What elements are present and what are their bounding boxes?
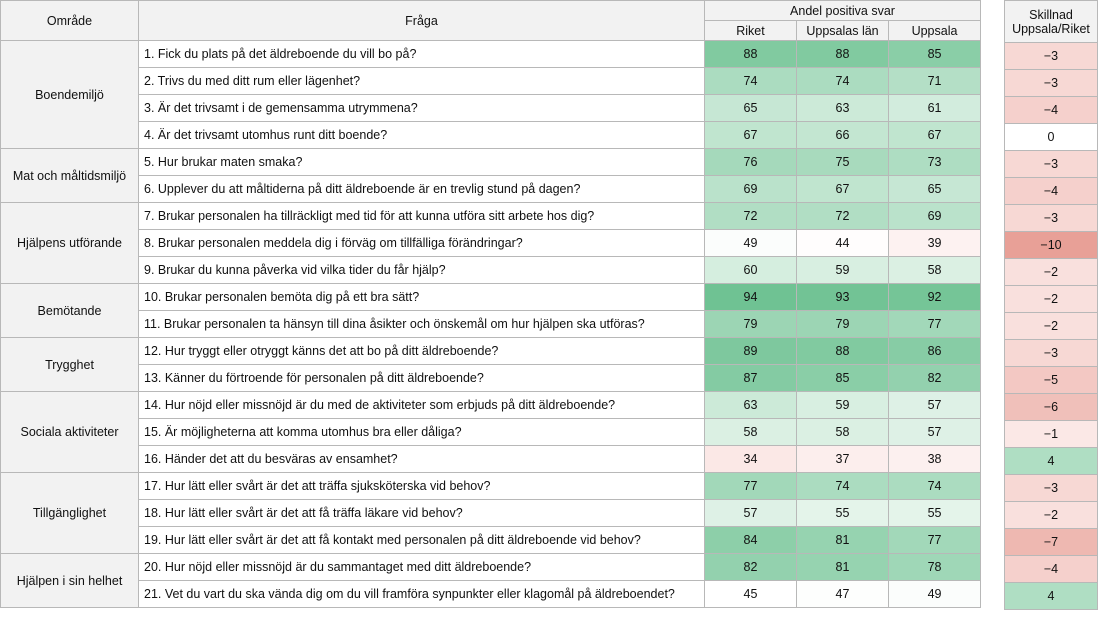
uppsala-lan-value: 88 xyxy=(797,338,889,365)
difference-row xyxy=(1005,502,1098,529)
table-row xyxy=(1,41,981,68)
uppsala-lan-value: 85 xyxy=(797,365,889,392)
table-row xyxy=(1,581,981,608)
table-row xyxy=(1,338,981,365)
difference-row xyxy=(1005,394,1098,421)
riket-value: 77 xyxy=(705,473,797,500)
riket-value: 74 xyxy=(705,68,797,95)
area-cell: Trygghet xyxy=(1,338,139,392)
uppsala-value: 57 xyxy=(889,392,981,419)
difference-value: 0 xyxy=(1005,124,1098,151)
uppsala-lan-value: 47 xyxy=(797,581,889,608)
riket-value: 94 xyxy=(705,284,797,311)
uppsala-value: 77 xyxy=(889,527,981,554)
uppsala-lan-value: 74 xyxy=(797,473,889,500)
table-row xyxy=(1,554,981,581)
uppsala-value: 77 xyxy=(889,311,981,338)
uppsala-value: 74 xyxy=(889,473,981,500)
uppsala-lan-value: 72 xyxy=(797,203,889,230)
uppsala-lan-value: 67 xyxy=(797,176,889,203)
difference-value: −2 xyxy=(1005,259,1098,286)
uppsala-value: 61 xyxy=(889,95,981,122)
area-cell: Bemötande xyxy=(1,284,139,338)
difference-row xyxy=(1005,529,1098,556)
difference-value: −3 xyxy=(1005,340,1098,367)
riket-value: 88 xyxy=(705,41,797,68)
uppsala-value: 85 xyxy=(889,41,981,68)
difference-value: −10 xyxy=(1005,232,1098,259)
difference-row xyxy=(1005,259,1098,286)
table-row xyxy=(1,230,981,257)
question-cell: 10. Brukar personalen bemöta dig på ett bra sätt? xyxy=(139,284,705,311)
question-cell: 8. Brukar personalen meddela dig i förväg om tillfälliga förändringar? xyxy=(139,230,705,257)
riket-value: 45 xyxy=(705,581,797,608)
uppsala-value: 92 xyxy=(889,284,981,311)
uppsala-lan-value: 75 xyxy=(797,149,889,176)
riket-value: 84 xyxy=(705,527,797,554)
uppsala-value: 39 xyxy=(889,230,981,257)
riket-value: 89 xyxy=(705,338,797,365)
area-cell: Hjälpens utförande xyxy=(1,203,139,284)
difference-value: −2 xyxy=(1005,313,1098,340)
question-cell: 16. Händer det att du besväras av ensamhet? xyxy=(139,446,705,473)
uppsala-value: 82 xyxy=(889,365,981,392)
uppsala-value: 67 xyxy=(889,122,981,149)
question-cell: 7. Brukar personalen ha tillräckligt med tid för att kunna utföra sitt arbete hos dig? xyxy=(139,203,705,230)
table-row xyxy=(1,419,981,446)
riket-value: 69 xyxy=(705,176,797,203)
difference-row xyxy=(1005,70,1098,97)
uppsala-value: 57 xyxy=(889,419,981,446)
area-cell: Hjälpen i sin helhet xyxy=(1,554,139,608)
difference-value: −3 xyxy=(1005,205,1098,232)
table-row xyxy=(1,473,981,500)
difference-value: −5 xyxy=(1005,367,1098,394)
difference-row xyxy=(1005,124,1098,151)
table-row xyxy=(1,446,981,473)
riket-value: 57 xyxy=(705,500,797,527)
question-header: Fråga xyxy=(139,1,705,41)
table-row xyxy=(1,95,981,122)
table-row xyxy=(1,149,981,176)
difference-value: −3 xyxy=(1005,70,1098,97)
difference-value: −2 xyxy=(1005,286,1098,313)
uppsala-value: 73 xyxy=(889,149,981,176)
difference-table xyxy=(1004,0,1098,610)
uppsala-lan-value: 37 xyxy=(797,446,889,473)
uppsala-value: 86 xyxy=(889,338,981,365)
question-cell: 17. Hur lätt eller svårt är det att träffa sjuksköterska vid behov? xyxy=(139,473,705,500)
difference-row xyxy=(1005,367,1098,394)
difference-value: −2 xyxy=(1005,502,1098,529)
difference-row xyxy=(1005,583,1098,610)
question-cell: 11. Brukar personalen ta hänsyn till dina åsikter och önskemål om hur hjälpen ska utföras? xyxy=(139,311,705,338)
difference-row xyxy=(1005,43,1098,70)
difference-row xyxy=(1005,232,1098,259)
table-row xyxy=(1,257,981,284)
riket-value: 65 xyxy=(705,95,797,122)
difference-header-line1: Skillnad xyxy=(1029,7,1073,22)
difference-row xyxy=(1005,97,1098,124)
question-cell: 9. Brukar du kunna påverka vid vilka tider du får hjälp? xyxy=(139,257,705,284)
question-cell: 19. Hur lätt eller svårt är det att få kontakt med personalen på ditt äldreboende vid behov? xyxy=(139,527,705,554)
difference-value: −4 xyxy=(1005,97,1098,124)
riket-value: 58 xyxy=(705,419,797,446)
area-cell: Mat och måltidsmiljö xyxy=(1,149,139,203)
uppsala-value: 58 xyxy=(889,257,981,284)
uppsala-lan-header: Uppsalas län xyxy=(797,21,889,41)
table-row xyxy=(1,176,981,203)
difference-value: −3 xyxy=(1005,151,1098,178)
uppsala-value: 69 xyxy=(889,203,981,230)
difference-value: −6 xyxy=(1005,394,1098,421)
uppsala-lan-value: 81 xyxy=(797,527,889,554)
question-cell: 6. Upplever du att måltiderna på ditt äldreboende är en trevlig stund på dagen? xyxy=(139,176,705,203)
riket-header: Riket xyxy=(705,21,797,41)
area-cell: Boendemiljö xyxy=(1,41,139,149)
uppsala-value: 38 xyxy=(889,446,981,473)
table-row xyxy=(1,392,981,419)
difference-row xyxy=(1005,205,1098,232)
difference-row xyxy=(1005,421,1098,448)
table-row xyxy=(1,68,981,95)
table-row xyxy=(1,122,981,149)
difference-header xyxy=(1005,1,1098,43)
area-cell: Tillgänglighet xyxy=(1,473,139,554)
table-row xyxy=(1,527,981,554)
riket-value: 76 xyxy=(705,149,797,176)
difference-row xyxy=(1005,556,1098,583)
question-cell: 3. Är det trivsamt i de gemensamma utrymmena? xyxy=(139,95,705,122)
difference-row xyxy=(1005,151,1098,178)
question-cell: 20. Hur nöjd eller missnöjd är du sammantaget med ditt äldreboende? xyxy=(139,554,705,581)
question-cell: 13. Känner du förtroende för personalen på ditt äldreboende? xyxy=(139,365,705,392)
uppsala-lan-value: 88 xyxy=(797,41,889,68)
uppsala-lan-value: 79 xyxy=(797,311,889,338)
uppsala-lan-value: 59 xyxy=(797,257,889,284)
table-row xyxy=(1,284,981,311)
question-cell: 12. Hur tryggt eller otryggt känns det att bo på ditt äldreboende? xyxy=(139,338,705,365)
table-row xyxy=(1,203,981,230)
uppsala-value: 65 xyxy=(889,176,981,203)
share-positive-header: Andel positiva svar xyxy=(705,1,981,21)
difference-row xyxy=(1005,286,1098,313)
table-row xyxy=(1,365,981,392)
riket-value: 49 xyxy=(705,230,797,257)
riket-value: 67 xyxy=(705,122,797,149)
riket-value: 60 xyxy=(705,257,797,284)
uppsala-lan-value: 66 xyxy=(797,122,889,149)
question-cell: 18. Hur lätt eller svårt är det att få träffa läkare vid behov? xyxy=(139,500,705,527)
difference-value: −4 xyxy=(1005,178,1098,205)
difference-row xyxy=(1005,313,1098,340)
riket-value: 87 xyxy=(705,365,797,392)
uppsala-value: 55 xyxy=(889,500,981,527)
uppsala-header: Uppsala xyxy=(889,21,981,41)
area-header: Område xyxy=(1,1,139,41)
uppsala-lan-value: 74 xyxy=(797,68,889,95)
difference-value: −3 xyxy=(1005,475,1098,502)
difference-value: 4 xyxy=(1005,583,1098,610)
riket-value: 34 xyxy=(705,446,797,473)
riket-value: 82 xyxy=(705,554,797,581)
riket-value: 72 xyxy=(705,203,797,230)
difference-header-line2: Uppsala/Riket xyxy=(1012,21,1090,36)
difference-row xyxy=(1005,475,1098,502)
difference-value: −7 xyxy=(1005,529,1098,556)
difference-row xyxy=(1005,178,1098,205)
uppsala-lan-value: 58 xyxy=(797,419,889,446)
difference-row xyxy=(1005,448,1098,475)
uppsala-lan-value: 44 xyxy=(797,230,889,257)
uppsala-lan-value: 63 xyxy=(797,95,889,122)
uppsala-value: 49 xyxy=(889,581,981,608)
uppsala-value: 78 xyxy=(889,554,981,581)
uppsala-lan-value: 55 xyxy=(797,500,889,527)
table-row xyxy=(1,311,981,338)
question-cell: 4. Är det trivsamt utomhus runt ditt boende? xyxy=(139,122,705,149)
uppsala-lan-value: 59 xyxy=(797,392,889,419)
riket-value: 63 xyxy=(705,392,797,419)
question-cell: 15. Är möjligheterna att komma utomhus bra eller dåliga? xyxy=(139,419,705,446)
question-cell: 5. Hur brukar maten smaka? xyxy=(139,149,705,176)
difference-value: −4 xyxy=(1005,556,1098,583)
question-cell: 1. Fick du plats på det äldreboende du vill bo på? xyxy=(139,41,705,68)
uppsala-value: 71 xyxy=(889,68,981,95)
difference-value: −1 xyxy=(1005,421,1098,448)
question-cell: 21. Vet du vart du ska vända dig om du vill framföra synpunkter eller klagomål på äldreboendet? xyxy=(139,581,705,608)
difference-value: −3 xyxy=(1005,43,1098,70)
table-row xyxy=(1,500,981,527)
difference-row xyxy=(1005,340,1098,367)
uppsala-lan-value: 81 xyxy=(797,554,889,581)
riket-value: 79 xyxy=(705,311,797,338)
uppsala-lan-value: 93 xyxy=(797,284,889,311)
question-cell: 14. Hur nöjd eller missnöjd är du med de aktiviteter som erbjuds på ditt äldreboende? xyxy=(139,392,705,419)
area-cell: Sociala aktiviteter xyxy=(1,392,139,473)
question-cell: 2. Trivs du med ditt rum eller lägenhet? xyxy=(139,68,705,95)
difference-value: 4 xyxy=(1005,448,1098,475)
